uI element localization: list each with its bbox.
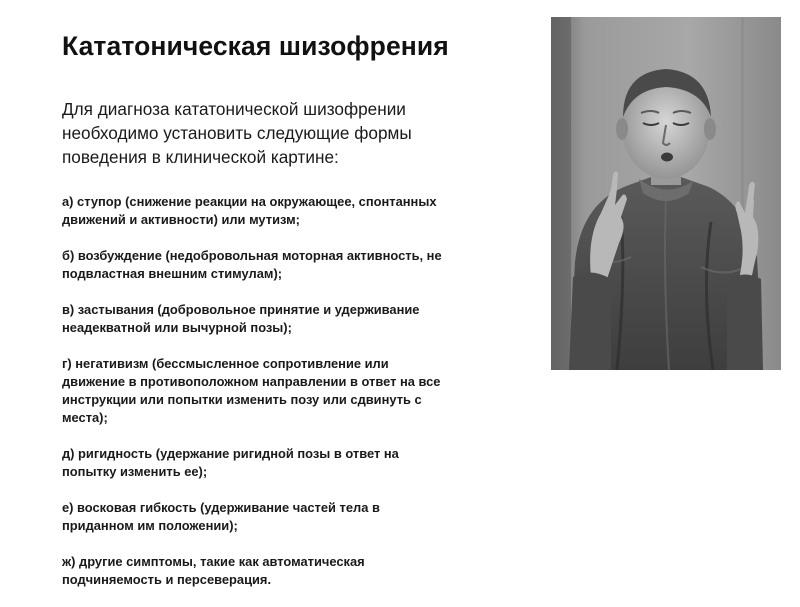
- criterion-line: г) негативизм (бессмысленное сопротивление или: [62, 356, 389, 371]
- intro-line: необходимо установить следующие формы: [62, 123, 412, 143]
- criterion-other-symptoms: [62, 553, 532, 589]
- criterion-line: движение в противоположном направлении в ответ на все: [62, 374, 441, 389]
- criterion-negativism: [62, 355, 532, 427]
- criterion-line: инструкции или попытки изменить позу или сдвинуть с: [62, 392, 422, 407]
- intro-line: Для диагноза кататонической шизофрении: [62, 99, 406, 119]
- criterion-line: ж) другие симптомы, такие как автоматическая: [62, 554, 365, 569]
- criterion-line: движений и активности) или мутизм;: [62, 212, 300, 227]
- criteria-list: [62, 193, 532, 607]
- criterion-line: подчиняемость и персеверация.: [62, 572, 272, 587]
- criterion-waxy-flexibility: [62, 499, 532, 535]
- criterion-line: а) ступор (снижение реакции на окружающее, спонтанных: [62, 194, 437, 209]
- intro-line: поведения в клинической картине:: [62, 147, 339, 167]
- criterion-line: б) возбуждение (недобровольная моторная активность, не: [62, 248, 442, 263]
- patient-photo-illustration: [551, 17, 781, 370]
- criterion-excitement: [62, 247, 532, 283]
- page-title: Кататоническая шизофрения: [62, 31, 449, 61]
- criterion-line: приданном им положении);: [62, 518, 238, 533]
- criterion-line: попытку изменить ее);: [62, 464, 208, 479]
- criterion-posturing: [62, 301, 532, 337]
- criterion-rigidity: [62, 445, 532, 481]
- criterion-line: д) ригидность (удержание ригидной позы в ответ на: [62, 446, 399, 461]
- criterion-line: е) восковая гибкость (удерживание частей тела в: [62, 500, 380, 515]
- criterion-line: места);: [62, 410, 108, 425]
- criterion-line: неадекватной или вычурной позы);: [62, 320, 292, 335]
- criterion-line: подвластная внешним стимулам);: [62, 266, 283, 281]
- intro-paragraph: [62, 97, 532, 169]
- criterion-line: в) застывания (добровольное принятие и удерживание: [62, 302, 420, 317]
- patient-photo: [551, 17, 781, 370]
- criterion-stupor: [62, 193, 532, 229]
